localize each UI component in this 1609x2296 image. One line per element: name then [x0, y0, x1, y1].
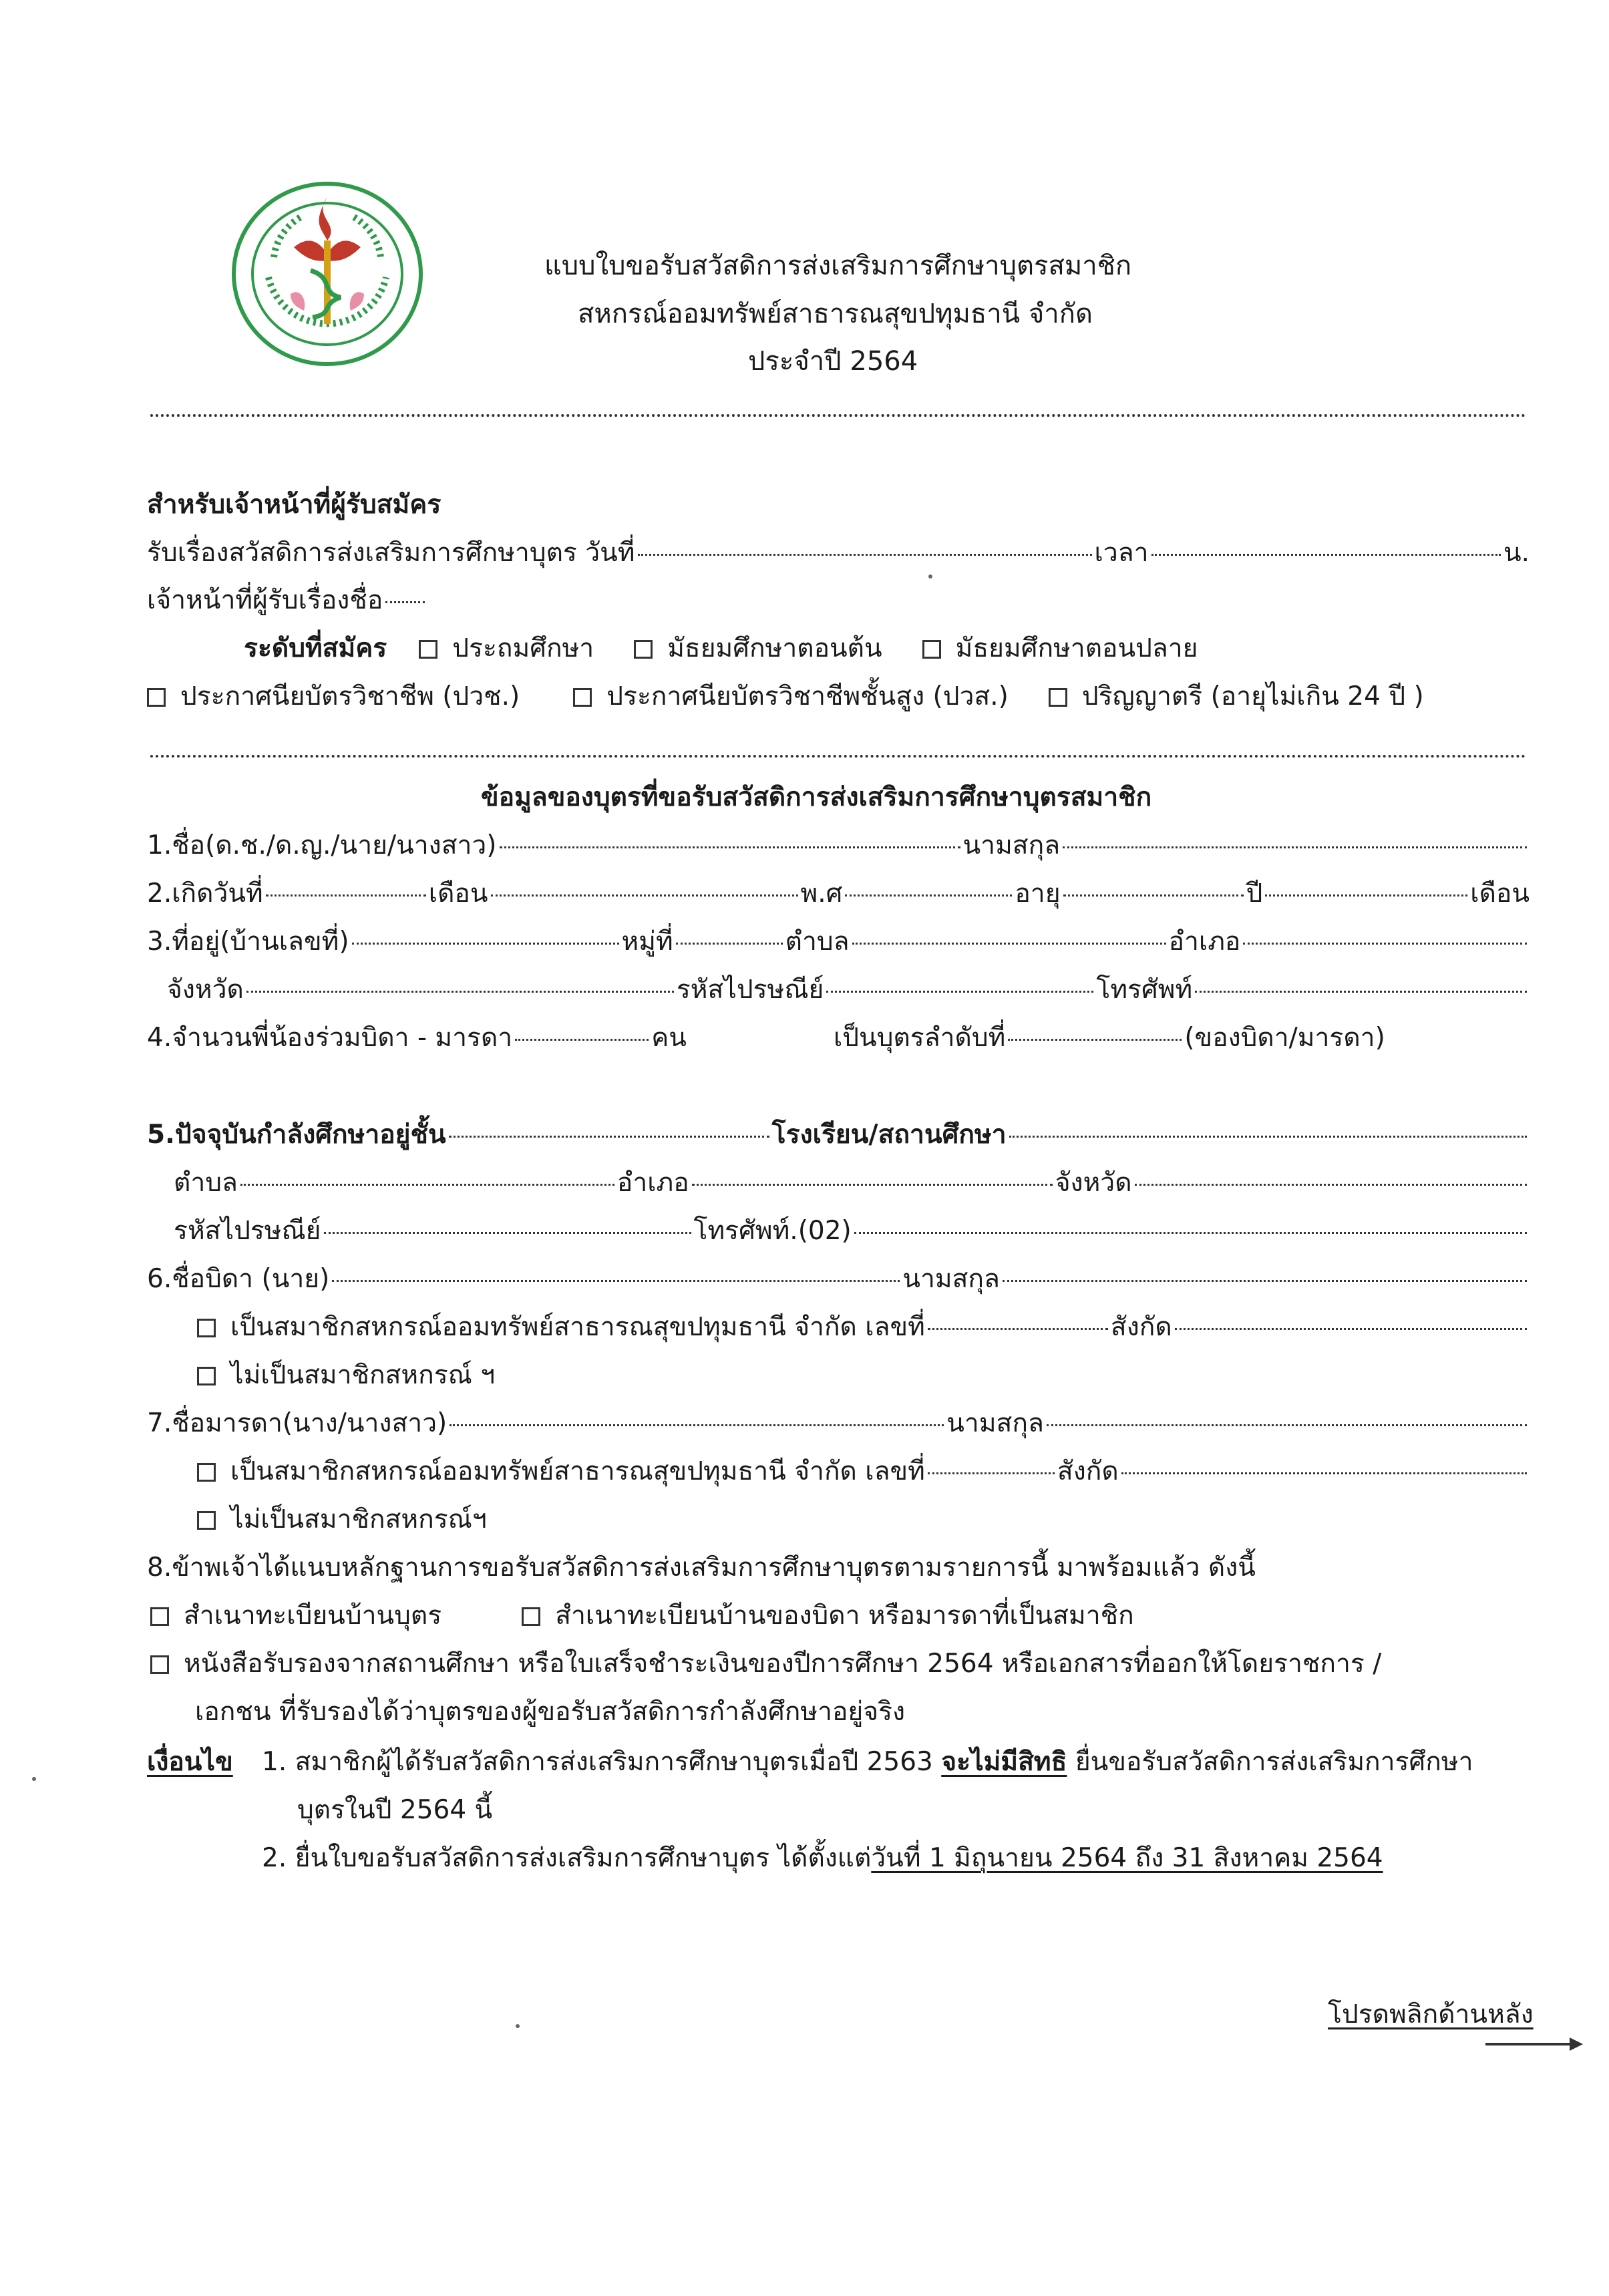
mother-name-row: 7.ชื่อมารดา(นาง/นางสาว) นามสกุล [147, 1406, 1530, 1441]
checkbox[interactable] [419, 640, 437, 659]
father-non-member-row: ไม่เป็นสมาชิกสหกรณ์ ฯ [197, 1358, 495, 1393]
father-non-member-checkbox[interactable] [197, 1367, 216, 1385]
age-years-field[interactable] [1063, 894, 1244, 896]
level-checkbox-bachelor[interactable]: ปริญญาตรี (อายุไม่เกิน 24 ปี ) [1049, 679, 1424, 714]
child-province-row: จังหวัด รหัสไปรษณีย์ โทรศัพท์ [167, 973, 1530, 1007]
child-surname-field[interactable] [1063, 846, 1527, 848]
father-member-checkbox[interactable] [197, 1319, 216, 1337]
mother-non-member-row: ไม่เป็นสมาชิกสหกรณ์ฯ [197, 1502, 487, 1537]
doc-parent-house-reg[interactable]: สำเนาทะเบียนบ้านของบิดา หรือมารดาที่เป็นสมาชิก [522, 1599, 1133, 1633]
mother-member-number-field[interactable] [928, 1472, 1055, 1474]
school-row: 5.ปัจจุบันกำลังศึกษาอยู่ชั้น โรงเรียน/สถานศึกษา [147, 1118, 1530, 1152]
checkbox[interactable] [922, 640, 941, 659]
documents-row-1 [150, 1599, 1174, 1633]
doc-school-certificate-checkbox[interactable] [150, 1655, 169, 1674]
father-member-number-field[interactable] [928, 1328, 1108, 1330]
documents-row-2-cont: เอกชน ที่รับรองได้ว่าบุตรของผู้ขอรับสวัสดิการกำลังศึกษาอยู่จริง [195, 1697, 906, 1727]
house-number-field[interactable] [352, 943, 619, 945]
age-months-field[interactable] [1265, 894, 1467, 896]
officer-row: เจ้าหน้าที่ผู้รับเรื่องชื่อ [147, 583, 427, 618]
mother-affiliation-field[interactable] [1121, 1472, 1527, 1474]
checkbox[interactable] [1049, 688, 1067, 707]
checkbox[interactable] [150, 1607, 169, 1626]
form-title: แบบใบขอรับสวัสดิการส่งเสริมการศึกษาบุตรสมาชิก [544, 251, 1132, 281]
scan-speck [32, 1777, 36, 1781]
documents-intro: 8.ข้าพเจ้าได้แนบหลักฐานการขอรับสวัสดิการส่งเสริมการศึกษาบุตรตามรายการนี้ มาพร้อมแล้ว ดังนี้ [147, 1552, 1256, 1583]
scan-speck [928, 575, 932, 579]
siblings-row: 4.จำนวนพี่น้องร่วมบิดา - มารดา คน เป็นบุตรลำดับที่ (ของบิดา/มารดา) [147, 1023, 1385, 1053]
father-surname-field[interactable] [1003, 1280, 1527, 1282]
mother-surname-field[interactable] [1047, 1424, 1527, 1426]
school-location-row: ตำบล อำเภอ จังหวัด [174, 1166, 1530, 1200]
received-time-field[interactable] [1151, 554, 1501, 556]
birth-month-field[interactable] [491, 894, 798, 896]
level-row-1: ระดับที่สมัคร ประถมศึกษา มัธยมศึกษาตอนต้น มัธยมศึกษาตอนปลาย [244, 631, 1238, 666]
conditions-label: เงื่อนไข [147, 1747, 233, 1777]
phone-field[interactable] [1195, 991, 1527, 993]
level-checkbox-vocational[interactable]: ประกาศนียบัตรวิชาชีพ (ปวช.) [147, 679, 520, 714]
official-section-title: สำหรับเจ้าหน้าที่ผู้รับสมัคร [147, 490, 441, 520]
received-date-field[interactable] [638, 554, 1092, 556]
turn-over-note: โปรดพลิกด้านหลัง [1328, 1999, 1534, 2029]
condition-1-cont: บุตรในปี 2564 นี้ [297, 1795, 493, 1825]
province-field[interactable] [246, 991, 674, 993]
mother-name-field[interactable] [450, 1424, 944, 1426]
father-member-row: เป็นสมาชิกสหกรณ์ออมทรัพย์สาธารณสุขปทุมธานี จำกัด เลขที่ สังกัด [197, 1310, 1530, 1345]
mother-member-checkbox[interactable] [197, 1463, 216, 1482]
school-amphoe-field[interactable] [692, 1184, 1053, 1186]
child-name-field[interactable] [500, 846, 960, 848]
condition-1: 1. สมาชิกผู้ได้รับสวัสดิการส่งเสริมการศึกษาบุตรเมื่อปี 2563 จะไม่มีสิทธิ ยื่นขอรับสวัสดิการส่งเสริมการศึกษา [262, 1747, 1473, 1777]
school-tambon-field[interactable] [240, 1184, 614, 1186]
father-name-field[interactable] [332, 1280, 900, 1282]
child-section-title: ข้อมูลของบุตรที่ขอรับสวัสดิการส่งเสริมการศึกษาบุตรสมาชิก [481, 782, 1152, 812]
father-affiliation-field[interactable] [1175, 1328, 1527, 1330]
amphoe-field[interactable] [1243, 943, 1527, 945]
checkbox[interactable] [573, 688, 592, 707]
level-row-2 [147, 679, 1464, 714]
received-row: รับเรื่องสวัสดิการส่งเสริมการศึกษาบุตร วันที่ เวลา น. [147, 538, 1530, 568]
officer-name-field[interactable] [385, 601, 425, 603]
checkbox[interactable] [522, 1607, 540, 1626]
cooperative-name: สหกรณ์ออมทรัพย์สาธารณสุขปทุมธานี จำกัด [578, 299, 1093, 329]
doc-child-house-reg[interactable]: สำเนาทะเบียนบ้านบุตร [150, 1599, 441, 1633]
level-checkbox-lower-secondary[interactable]: มัธยมศึกษาตอนต้น [634, 631, 882, 666]
checkbox[interactable] [634, 640, 653, 659]
school-postal-field[interactable] [324, 1232, 691, 1234]
birth-order-field[interactable] [1008, 1039, 1182, 1041]
birth-year-field[interactable] [845, 894, 1012, 896]
level-checkbox-high-vocational[interactable]: ประกาศนียบัตรวิชาชีพชั้นสูง (ปวส.) [573, 679, 1009, 714]
moo-field[interactable] [676, 943, 783, 945]
level-checkbox-primary[interactable]: ประถมศึกษา [419, 631, 594, 666]
school-province-field[interactable] [1135, 1184, 1527, 1186]
school-contact-row: รหัสไปรษณีย์ โทรศัพท์.(02) [174, 1214, 1530, 1249]
checkbox[interactable] [147, 688, 166, 707]
level-checkbox-upper-secondary[interactable]: มัธยมศึกษาตอนปลาย [922, 631, 1198, 666]
form-year: ประจำปี 2564 [748, 346, 918, 377]
condition-2: 2. ยื่นใบขอรับสวัสดิการส่งเสริมการศึกษาบุตร ได้ตั้งแต่วันที่ 1 มิถุนายน 2564 ถึง 31 สิงหาคม 2564 [262, 1843, 1383, 1873]
birth-day-field[interactable] [266, 894, 426, 896]
arrow-right-icon [1484, 2031, 1584, 2058]
scan-speck [516, 2024, 520, 2028]
documents-row-2: หนังสือรับรองจากสถานศึกษา หรือใบเสร็จชำระเงินของปีการศึกษา 2564 หรือเอกสารที่ออกให้โดยราชการ / [150, 1647, 1381, 1681]
grade-field[interactable] [449, 1136, 769, 1138]
child-name-row: 1.ชื่อ(ด.ช./ด.ญ./นาย/นางสาว) นามสกุล [147, 828, 1530, 863]
separator [150, 755, 1526, 758]
school-phone-field[interactable] [854, 1232, 1527, 1234]
child-address-row: 3.ที่อยู่(บ้านเลขที่) หมู่ที่ ตำบล อำเภอ [147, 925, 1530, 959]
mother-non-member-checkbox[interactable] [197, 1511, 216, 1530]
school-name-field[interactable] [1009, 1136, 1527, 1138]
mother-member-row: เป็นสมาชิกสหกรณ์ออมทรัพย์สาธารณสุขปทุมธานี จำกัด เลขที่ สังกัด [197, 1454, 1530, 1489]
cooperative-seal-icon [227, 177, 427, 371]
father-name-row: 6.ชื่อบิดา (นาย) นามสกุล [147, 1262, 1530, 1297]
tambon-field[interactable] [852, 943, 1166, 945]
postal-code-field[interactable] [826, 991, 1093, 993]
separator [150, 414, 1526, 417]
siblings-count-field[interactable] [515, 1039, 649, 1041]
child-birth-row: 2.เกิดวันที่ เดือน พ.ศ อายุ ปี เดือน [147, 878, 1530, 909]
